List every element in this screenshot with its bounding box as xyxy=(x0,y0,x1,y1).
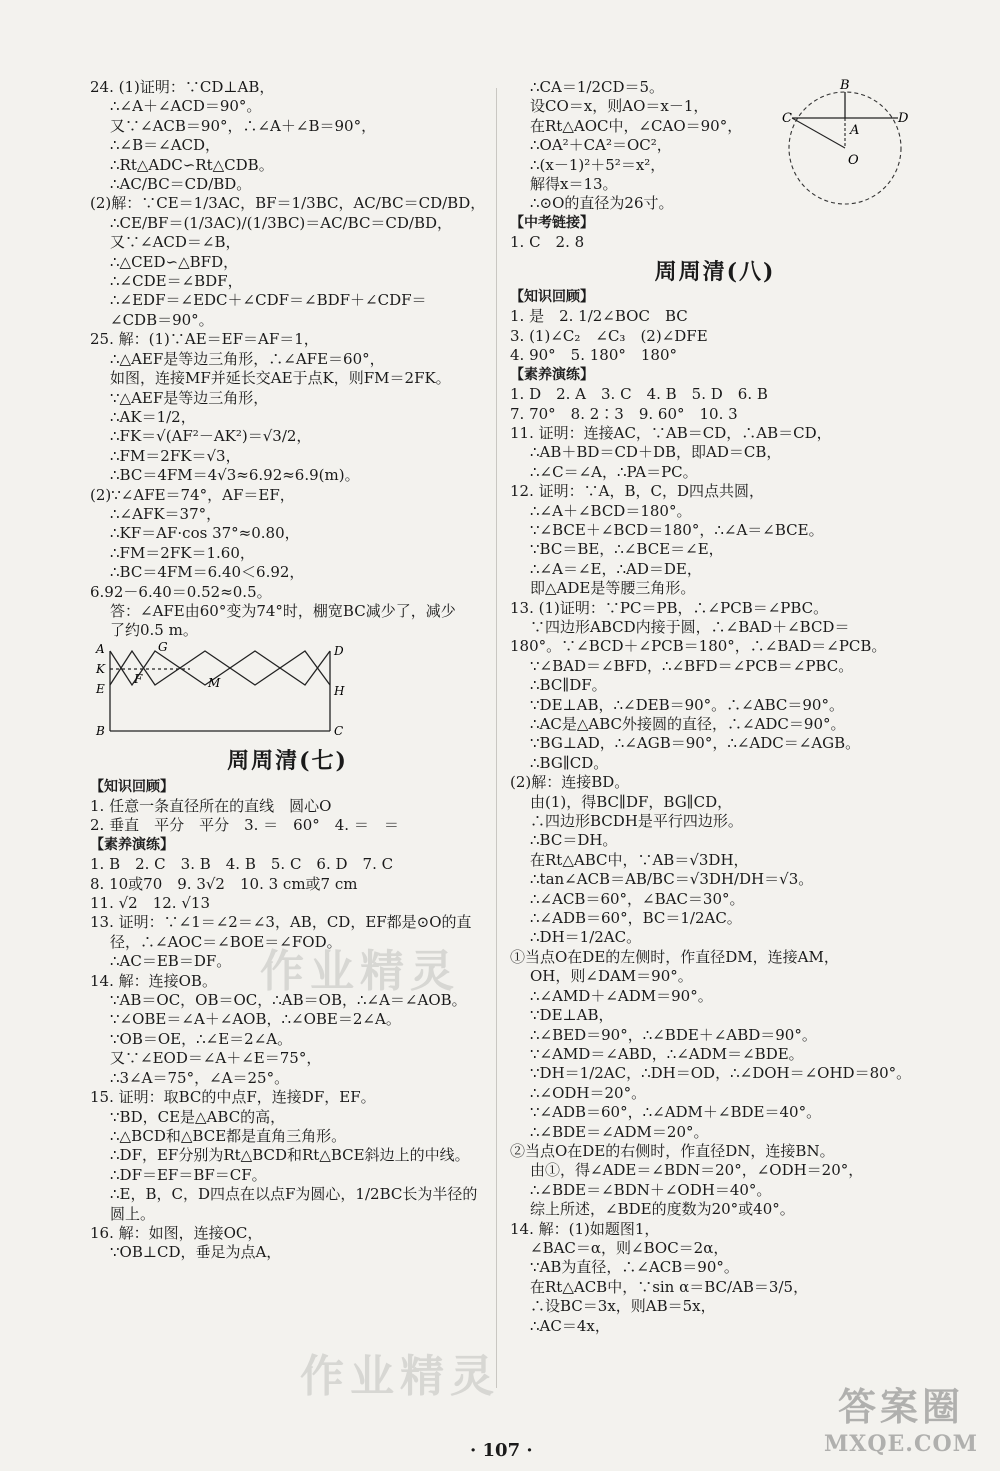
text-line: ∴FM＝2FK＝√3， xyxy=(110,446,241,465)
text-line: ∵DE⊥AB， xyxy=(530,1006,614,1025)
text-line: 25. 解：(1)∵AE＝EF＝AF＝1， xyxy=(90,330,319,349)
watermark: 作业精灵 xyxy=(300,1351,500,1402)
text-line: ∴∠A＋∠BCD＝180°。 xyxy=(530,501,692,520)
text-line: ∴AC/BC＝CD/BD。 xyxy=(110,175,252,194)
text-line: 又∵∠EOD＝∠A＋∠E＝75°， xyxy=(110,1049,322,1068)
text-line: 径，∴∠AOC＝∠BOE＝∠FOD。 xyxy=(110,932,342,951)
text-line: ∴BG∥CD。 xyxy=(530,753,609,772)
text-line: ∵∠BCE＋∠BCD＝180°，∴∠A＝∠BCE。 xyxy=(530,520,824,539)
text-line: 2. 垂直 平分 平分 3. ＝ 60° 4. ＝ ＝ xyxy=(90,816,399,835)
truss-diagram xyxy=(90,639,345,738)
text-line: ∴设BC＝3x，则AB＝5x， xyxy=(530,1297,716,1316)
text-line: ①当点O在DE的左侧时，作直径DM，连接AM， xyxy=(510,947,839,966)
text-line: (2)∵∠AFE＝74°，AF＝EF， xyxy=(90,485,295,504)
text-line: ∴△AEF是等边三角形，∴∠AFE＝60°， xyxy=(110,349,385,368)
text-line: 1. 任意一条直径所在的直线 圆心O xyxy=(90,797,332,815)
text-line: 圆上。 xyxy=(110,1204,156,1223)
text-line: 1. 是 2. 1/2∠BOC BC xyxy=(510,307,688,326)
text-line: ∵△AEF是等边三角形， xyxy=(110,388,269,407)
figure-label: B xyxy=(840,78,850,93)
problem-24-25-lines xyxy=(90,78,485,641)
text-line: 12. 证明：∵A，B，C，D四点共圆， xyxy=(510,482,764,501)
text-line: ∵∠AMD＝∠ABD，∴∠ADM＝∠BDE。 xyxy=(530,1044,804,1063)
text-line: 在Rt△ACB中，∵sin α＝BC/AB＝3/5， xyxy=(530,1277,809,1296)
text-line: 解得x＝13。 xyxy=(530,175,618,194)
text-line: 8. 10或70 9. 3√2 10. 3 cm或7 cm xyxy=(90,874,358,893)
text-line: ∴∠CDE＝∠BDF， xyxy=(110,272,243,291)
text-line: ∴∠BDE＝∠BDN＋∠ODH＝40°。 xyxy=(530,1180,772,1199)
section-title-7: 周周清(七) xyxy=(227,748,348,775)
text-line: 了约0.5 m。 xyxy=(110,621,198,640)
text-line: ∴∠AFK＝37°， xyxy=(110,504,222,523)
logo-text: 答案圈 xyxy=(837,1384,964,1429)
text-line: ∵OB⊥CD，垂足为点A， xyxy=(110,1243,282,1262)
section-8-lines xyxy=(510,288,920,1336)
text-line: ∴四边形BCDH是平行四边形。 xyxy=(530,812,743,831)
figure-label: B xyxy=(96,723,105,738)
text-line: ∴3∠A＝75°，∠A＝25°。 xyxy=(110,1068,290,1087)
text-line: 【中考链接】 xyxy=(510,214,594,231)
text-line: ∴FK＝√(AF²－AK²)＝√3/2， xyxy=(110,427,312,446)
figure-label: H xyxy=(334,683,345,698)
text-line: ∴AC是△ABC外接圆的直径，∴∠ADC＝90°。 xyxy=(530,715,846,733)
text-line: ∴BC＝DH。 xyxy=(530,831,618,850)
text-line: ∵DE⊥AB，∴∠DEB＝90°。∴∠ABC＝90°。 xyxy=(530,695,844,714)
figure-label: F xyxy=(134,671,143,686)
text-line: 又∵∠ACB＝90°，∴∠A＋∠B＝90°， xyxy=(110,116,377,135)
text-line: ∴∠EDF＝∠EDC＋∠CDF＝∠BDF＋∠CDF＝ xyxy=(110,291,427,310)
text-line: 180°。∵∠BCD＋∠PCB＝180°，∴∠BAD＝∠PCB。 xyxy=(510,637,887,656)
text-line: 1. D 2. A 3. C 4. B 5. D 6. B xyxy=(510,385,768,404)
text-line: 13. (1)证明：∵PC＝PB，∴∠PCB＝∠PBC。 xyxy=(510,598,829,617)
figure-label: M xyxy=(208,675,221,690)
text-line: 6.92－6.40＝0.52≈0.5。 xyxy=(90,582,272,601)
text-line: ∵∠BAD＝∠BFD，∴∠BFD＝∠PCB＝∠PBC。 xyxy=(530,656,854,675)
text-line: ∴AK＝1/2， xyxy=(110,407,196,426)
logo-site: MXQE.COM xyxy=(823,1431,978,1457)
text-line: ∴BC∥DF。 xyxy=(530,676,607,695)
figure-label: C xyxy=(782,111,792,126)
figure-label: K xyxy=(96,661,105,676)
text-line: ②当点O在DE的右侧时，作直径DN，连接BN。 xyxy=(510,1141,835,1160)
text-line: ∴FM＝2FK＝1.60， xyxy=(110,543,255,562)
text-line: ∵四边形ABCD内接于圆，∴∠BAD＋∠BCD＝ xyxy=(530,617,850,636)
text-line: ∴BC＝4FM＝4√3≈6.92≈6.9(m)。 xyxy=(110,466,360,485)
text-line: 由①，得∠ADE＝∠BDN＝20°，∠ODH＝20°， xyxy=(530,1161,864,1180)
text-line: ∵BC＝BE，∴∠BCE＝∠E， xyxy=(530,540,724,559)
text-line: 即△ADE是等腰三角形。 xyxy=(530,579,696,598)
figure-label: D xyxy=(334,643,344,658)
text-line: ∴∠AMD＋∠ADM＝90°。 xyxy=(530,986,713,1005)
text-line: 3. (1)∠C₂ ∠C₃ (2)∠DFE xyxy=(510,326,708,345)
text-line: ∵OB＝OE，∴∠E＝2∠A。 xyxy=(110,1029,293,1048)
text-line: ∵BG⊥AD，∴∠AGB＝90°，∴∠ADC＝∠AGB。 xyxy=(530,734,861,753)
text-line: 答：∠AFE由60°变为74°时，棚宽BC减少了，减少 xyxy=(110,601,456,620)
text-line: (2)解：∵CE＝1/3AC，BF＝1/3BC，AC/BC＝CD/BD， xyxy=(90,194,486,213)
text-line: 7. 70° 8. 2∶3 9. 60° 10. 3 xyxy=(510,404,738,423)
text-line: ∵AB为直径，∴∠ACB＝90°。 xyxy=(530,1258,739,1277)
text-line: 14. 解：连接OB。 xyxy=(90,971,217,990)
text-line: ∴∠ACB＝60°，∠BAC＝30°。 xyxy=(530,889,745,908)
text-line: 又∵∠ACD＝∠B， xyxy=(110,233,241,252)
text-line: 在Rt△AOC中，∠CAO＝90°， xyxy=(530,116,743,135)
text-line: ∴AB＋BD＝CD＋DB，即AD＝CB， xyxy=(530,443,782,462)
circle-diagram xyxy=(780,78,910,208)
text-line: ∴Rt△ADC∽Rt△CDB。 xyxy=(110,155,274,174)
text-line: ∴△BCD和△BCE都是直角三角形。 xyxy=(110,1126,347,1145)
text-line: ∴CA＝1/2CD＝5。 xyxy=(530,78,665,96)
text-line: ∴DF＝EF＝BF＝CF。 xyxy=(110,1165,267,1184)
left-column xyxy=(90,78,485,1263)
text-line: ∴∠A＝∠E，∴AD＝DE， xyxy=(530,559,702,578)
text-line: 1. C 2. 8 xyxy=(510,233,585,252)
text-line: ∴DH＝1/2AC。 xyxy=(530,928,642,947)
text-line: ∴OA²＋CA²＝OC²， xyxy=(530,136,672,155)
figure-label: E xyxy=(96,681,105,696)
text-line: 13. 证明：∵∠1＝∠2＝∠3，AB，CD，EF都是⊙O的直 xyxy=(90,913,472,932)
text-line: 【素养演练】 xyxy=(90,836,174,853)
text-line: ∴∠BDE＝∠ADM＝20°。 xyxy=(530,1122,709,1141)
text-line: 4. 90° 5. 180° 180° xyxy=(510,346,678,365)
text-line: 【素养演练】 xyxy=(510,366,594,383)
text-line: 16. 解：如图，连接OC， xyxy=(90,1223,263,1242)
text-line: ∵DH＝1/2AC，∴DH＝OD，∴∠DOH＝∠OHD＝80°。 xyxy=(530,1064,912,1083)
text-line: ∠CDB＝90°。 xyxy=(110,310,214,329)
text-line: 综上所述，∠BDE的度数为20°或40°。 xyxy=(530,1200,795,1219)
text-line: 【知识回顾】 xyxy=(510,289,594,306)
figure-label: C xyxy=(334,723,344,738)
text-line: ∴∠C＝∠A，∴PA＝PC。 xyxy=(530,462,698,481)
text-line: ∴(x－1)²＋5²＝x²， xyxy=(530,155,666,174)
figure-label: A xyxy=(850,123,860,138)
text-line: ∴BC＝4FM＝6.40＜6.92， xyxy=(110,563,305,582)
text-line: ∠BAC＝α，则∠BOC＝2α， xyxy=(530,1238,729,1257)
text-line: OH，则∠DAM＝90°。 xyxy=(530,967,693,986)
text-line: 11. 证明：连接AC，∵AB＝CD，∴AB＝CD， xyxy=(510,423,832,442)
text-line: 如图，连接MF并延长交AE于点K，则FM＝2FK。 xyxy=(110,369,451,388)
text-line: 15. 证明：取BC的中点F，连接DF，EF。 xyxy=(90,1088,376,1107)
text-line: ∵AB＝OC，OB＝OC，∴AB＝OB，∴∠A＝∠AOB。 xyxy=(110,991,467,1010)
right-column xyxy=(510,78,920,1336)
text-line: 设CO＝x，则AO＝x－1， xyxy=(530,97,709,116)
figure-label: O xyxy=(848,153,859,168)
text-line: ∵∠ADB＝60°，∴∠ADM＋∠BDE＝40°。 xyxy=(530,1103,822,1122)
text-line: 【知识回顾】 xyxy=(90,778,174,795)
watermark: 作业精灵 xyxy=(260,946,460,997)
text-line: ∴∠A＋∠ACD＝90°。 xyxy=(110,97,262,116)
text-line: 24. (1)证明：∵CD⊥AB， xyxy=(90,78,275,96)
figure-label: A xyxy=(96,641,105,656)
text-line: ∴⊙O的直径为26寸。 xyxy=(530,194,674,213)
text-line: ∴E，B，C，D四点在以点F为圆心，1/2BC长为半径的 xyxy=(110,1185,478,1204)
text-line: 在Rt△ABC中，∵AB＝√3DH， xyxy=(530,850,749,869)
text-line: ∴∠ODH＝20°。 xyxy=(530,1083,647,1102)
text-line: 11. √2 12. √13 xyxy=(90,894,210,913)
text-line: 由(1)，得BC∥DF，BG∥CD， xyxy=(530,792,733,811)
text-line: ∴AC＝4x， xyxy=(530,1316,610,1335)
text-line: ∴CE/BF＝(1/3AC)/(1/3BC)＝AC/BC＝CD/BD， xyxy=(110,213,453,232)
text-line: ∴∠BED＝90°，∴∠BDE＋∠ABD＝90°。 xyxy=(530,1025,817,1044)
section-title-8: 周周清(八) xyxy=(654,258,776,285)
text-line: (2)解：连接BD。 xyxy=(510,773,630,792)
text-line: ∴△CED∽△BFD， xyxy=(110,252,239,271)
page-number: · 107 · xyxy=(470,1440,533,1461)
text-line: ∵BD，CE是△ABC的高， xyxy=(110,1107,286,1126)
text-line: ∴tan∠ACB＝AB/BC＝√3DH/DH＝√3。 xyxy=(530,870,814,889)
text-line: 1. B 2. C 3. B 4. B 5. C 6. D 7. C xyxy=(90,855,394,874)
section-7-lines xyxy=(90,778,485,1263)
text-line: 14. 解：(1)如题图1， xyxy=(510,1219,660,1238)
truss-figure xyxy=(90,639,485,742)
figure-label: G xyxy=(158,639,168,654)
site-logo xyxy=(824,1376,978,1457)
figure-label: D xyxy=(898,111,909,126)
text-line: ∴∠B＝∠ACD， xyxy=(110,136,221,155)
text-line: ∴AC＝EB＝DF。 xyxy=(110,952,232,971)
column-divider xyxy=(496,88,497,1388)
text-line: ∴∠ADB＝60°，BC＝1/2AC。 xyxy=(530,909,742,928)
text-line: ∴KF＝AF·cos 37°≈0.80， xyxy=(110,524,300,543)
text-line: ∴DF，EF分别为Rt△BCD和Rt△BCE斜边上的中线。 xyxy=(110,1146,470,1165)
text-line: ∵∠OBE＝∠A＋∠AOB，∴∠OBE＝2∠A。 xyxy=(110,1010,401,1029)
